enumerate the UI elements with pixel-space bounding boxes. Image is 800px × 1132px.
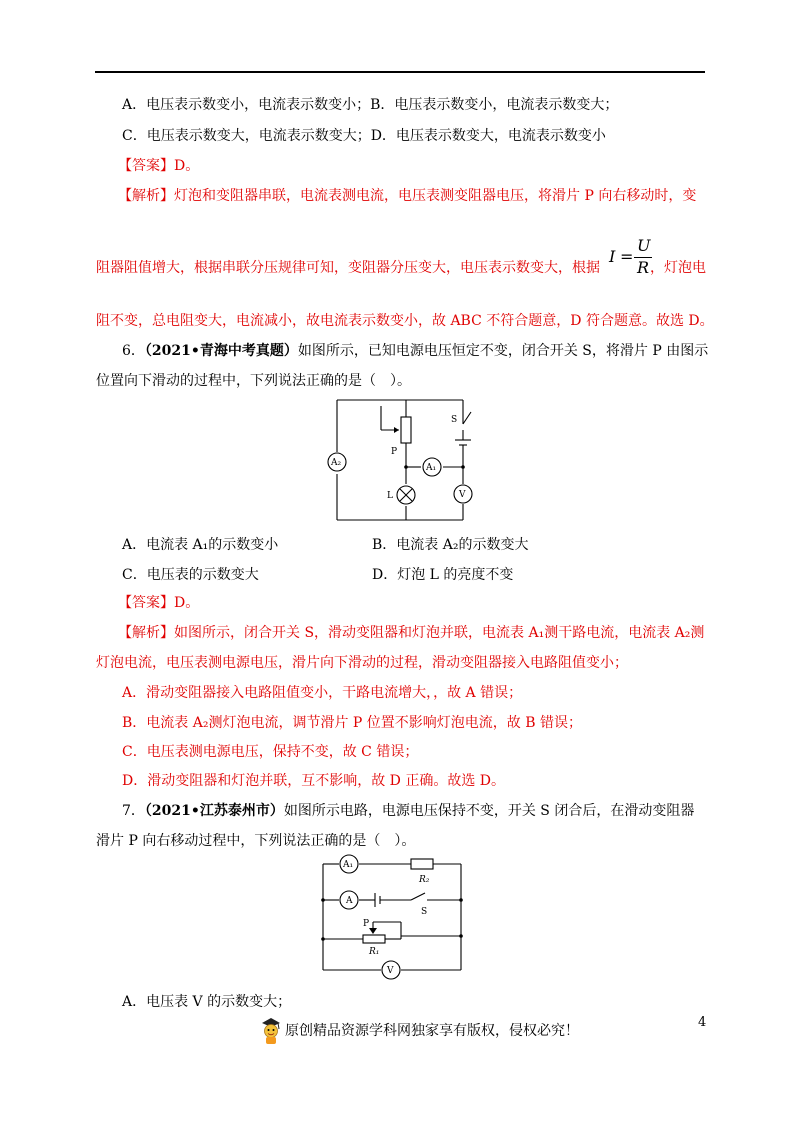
q6-stem-2: 位置向下滑动的过程中，下列说法正确的是（ ）。 [96,373,411,389]
voltmeter-label: V [387,966,394,976]
q7-text: 如图所示电路，电源电压保持不变，开关 S 闭合后，在滑动变阻器 [283,803,695,819]
formula-denominator: R [637,258,650,277]
q6-stem-1 [122,341,708,361]
q7-option-a: A．电压表 V 的示数变大； [122,994,292,1010]
switch-label: S [451,415,458,425]
explanation-text: 如图所示，闭合开关 S，滑动变阻器和灯泡并联，电流表 A₁测干路电流，电流表 A₂测 [174,625,705,641]
q6-option-a: A．电流表 A₁的示数变小 [122,537,279,553]
header-rule [95,71,705,73]
q6-option-b: B．电流表 A₂的示数变大 [372,537,529,553]
slider-label: P [363,919,370,929]
ammeter-a-label: A [346,896,353,906]
q5-explanation-2: 阻器阻值增大，根据串联分压规律可知，变阻器分压变大，电压表示数变大，根据 [96,260,600,276]
voltmeter-label: V [459,490,466,500]
q7-circuit-diagram [315,852,470,984]
q5-options-ab: A．电压表示数变小，电流表示数变小；B．电压表示数变小，电流表示数变大； [122,97,619,113]
explanation-text: 灯泡和变阻器串联，电流表测电流，电压表测变阻器电压，将滑片 P 向右移动时，变 [174,188,697,204]
resistor-r2-label: R₂ [419,875,430,885]
ammeter-a1-label: A₁ [426,463,437,473]
switch-label: S [421,907,428,917]
q6-explanation-a: A．滑动变阻器接入电路阻值变小，干路电流增大，，故 A 错误； [122,685,523,701]
q6-option-c: C．电压表的示数变大 [122,567,259,583]
ammeter-a2-label: A₂ [331,458,342,468]
slider-label: P [391,447,398,457]
q6-explanation-b: B．电流表 A₂测灯泡电流，调节滑片 P 位置不影响灯泡电流，故 B 错误； [122,715,582,731]
q6-explanation-1 [118,623,704,643]
explanation-label: 【解析】 [118,188,174,204]
q5-explanation-2b: ，灯泡电 [650,260,706,276]
q5-explanation-1 [118,186,696,206]
slider-arrow-icon [369,928,377,934]
q6-explanation-2: 灯泡电流，电压表测电源电压，滑片向下滑动的过程，滑动变阻器接入电路阻值变小； [96,655,628,671]
q7-number: 7． [122,803,145,819]
q6-option-d: D．灯泡 L 的亮度不变 [372,567,514,583]
q7-source: （2021•江苏泰州市） [144,803,284,819]
q6-source: （2021•青海中考真题） [144,343,298,359]
q5-explanation-3: 阻不变，总电阻变大，电流减小，故电流表示数变小，故 ABC 不符合题意，D 符合题意。故选 D。 [96,313,714,329]
q5-answer: 【答案】D。 [118,158,200,174]
formula-numerator: U [637,236,651,255]
q7-stem-1 [122,801,694,821]
ohm-law-formula [609,238,649,278]
q6-circuit-diagram [325,392,485,528]
q6-number: 6． [122,343,145,359]
explanation-label: 【解析】 [118,625,174,641]
q6-answer: 【答案】D。 [118,595,200,611]
lamp-label: L [387,491,393,501]
mascot-logo-icon [260,1016,282,1046]
formula-i: I [609,247,616,266]
ammeter-a1-label: A₁ [343,860,354,870]
slider-arrow-icon [394,427,399,433]
q7-stem-2: 滑片 P 向右移动过程中，下列说法正确的是（ ）。 [96,833,416,849]
q6-text: 如图所示，已知电源电压恒定不变，闭合开关 S，将滑片 P 由图示 [297,343,709,359]
page-number: 4 [698,1015,707,1030]
rheostat-r1-label: R₁ [369,947,380,957]
copyright-footer: 原创精品资源学科网独家享有版权，侵权必究！ [285,1023,579,1039]
q6-explanation-d: D．滑动变阻器和灯泡并联，互不影响，故 D 正确。故选 D。 [122,773,506,789]
q6-explanation-c: C．电压表测电源电压，保持不变，故 C 错误； [122,744,419,760]
formula-equals: = [620,247,634,266]
q5-options-cd: C．电压表示数变大，电流表示数变大；D．电压表示数变大，电流表示数变小 [122,128,606,144]
